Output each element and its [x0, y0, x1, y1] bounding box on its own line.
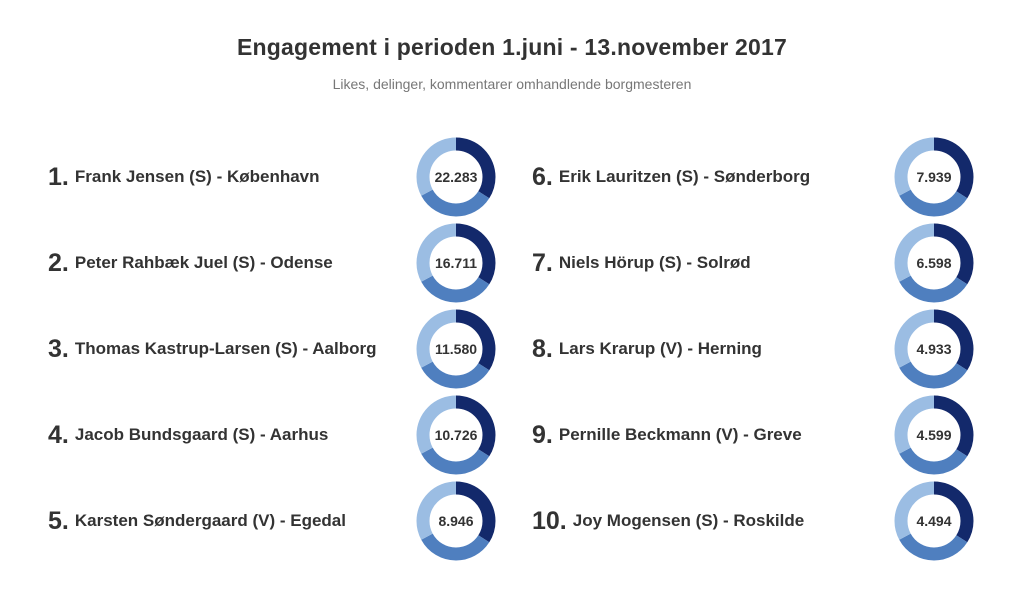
ranking-entry	[48, 415, 328, 455]
rank-number: 8.	[532, 334, 553, 363]
ranking-entry	[532, 415, 802, 455]
engagement-value: 7.939	[916, 169, 952, 185]
mayor-label: Jacob Bundsgaard (S) - Aarhus	[74, 425, 329, 444]
engagement-donut	[891, 220, 977, 306]
rank-number: 10.	[532, 506, 567, 535]
engagement-value: 4.599	[916, 427, 952, 443]
mayor-label: Joy Mogensen (S) - Roskilde	[572, 511, 805, 530]
rank-number: 3.	[48, 334, 69, 363]
engagement-donut	[413, 392, 499, 478]
rank-number: 6.	[532, 162, 553, 191]
engagement-value: 8.946	[438, 513, 474, 529]
rank-number: 2.	[48, 248, 69, 277]
ranking-entry	[48, 157, 320, 197]
ranking-entry	[532, 157, 810, 197]
mayor-label: Peter Rahbæk Juel (S) - Odense	[74, 253, 333, 272]
rank-number: 5.	[48, 506, 69, 535]
engagement-value: 4.933	[916, 341, 952, 357]
mayor-label: Erik Lauritzen (S) - Sønderborg	[558, 167, 811, 186]
ranking-entry	[532, 329, 762, 369]
mayor-label: Frank Jensen (S) - København	[74, 167, 320, 186]
chart-subtitle: Likes, delinger, kommentarer omhandlende borgmesteren	[332, 76, 692, 92]
ranking-entry	[532, 243, 751, 283]
rank-number: 7.	[532, 248, 553, 277]
engagement-value: 6.598	[916, 255, 952, 271]
rank-number: 4.	[48, 420, 69, 449]
rank-number: 1.	[48, 162, 69, 191]
engagement-value: 11.580	[434, 341, 478, 357]
engagement-donut	[413, 478, 499, 564]
engagement-value: 22.283	[434, 169, 478, 185]
mayor-label: Karsten Søndergaard (V) - Egedal	[74, 511, 346, 530]
mayor-label: Thomas Kastrup-Larsen (S) - Aalborg	[74, 339, 377, 358]
engagement-donut	[891, 392, 977, 478]
engagement-value: 4.494	[916, 513, 952, 529]
engagement-donut	[413, 220, 499, 306]
mayor-label: Pernille Beckmann (V) - Greve	[558, 425, 802, 444]
ranking-entry	[48, 243, 333, 283]
ranking-entry	[532, 501, 804, 541]
mayor-label: Lars Krarup (V) - Herning	[558, 339, 762, 358]
engagement-donut	[891, 306, 977, 392]
rank-number: 9.	[532, 420, 553, 449]
mayor-label: Niels Hörup (S) - Solrød	[558, 253, 751, 272]
engagement-value: 16.711	[434, 255, 478, 271]
ranking-entry	[48, 329, 377, 369]
chart-title: Engagement i perioden 1.juni - 13.november 2017	[236, 34, 788, 60]
engagement-donut	[891, 478, 977, 564]
engagement-donut	[413, 134, 499, 220]
engagement-value: 10.726	[434, 427, 478, 443]
engagement-donut	[891, 134, 977, 220]
ranking-entry	[48, 501, 346, 541]
engagement-donut	[413, 306, 499, 392]
